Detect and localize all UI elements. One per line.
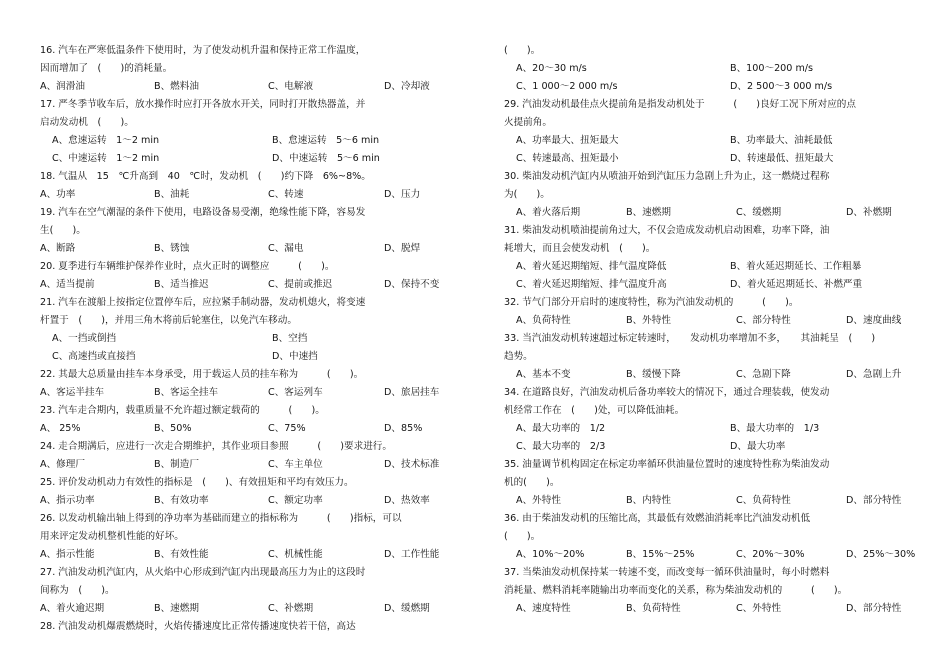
answer-option: B、制造厂: [154, 459, 199, 470]
answer-option: D、着火延迟期延长、补燃严重: [730, 279, 863, 290]
question-q23: [40, 402, 458, 438]
answer-option: B、外特性: [626, 315, 671, 326]
question-q25: [40, 474, 458, 510]
question-stem: 34. 在道路良好，汽油发动机后备功率较大的情况下，通过合理装载，使发动: [504, 387, 830, 398]
answer-option: A、适当提前: [40, 279, 95, 290]
answer-option: C、着火延迟期缩短、排气温度升高: [516, 279, 667, 290]
answer-option: C、急剧下降: [736, 369, 791, 380]
question-stem: 25. 评价发动机动力有效性的指标是 ( )、有效扭矩和平均有效压力。: [40, 477, 354, 488]
left-question-column: [40, 42, 458, 636]
answer-option: D、工作性能: [384, 549, 440, 560]
answer-option: A、基本不变: [516, 369, 571, 380]
question-stem: 29. 汽油发动机最佳点火提前角是指发动机处于 ( )良好工况下所对应的点: [504, 99, 856, 110]
answer-option: A、着火落后期: [516, 207, 581, 218]
question-q24: [40, 438, 458, 474]
option-row: [40, 276, 458, 294]
question-stem-continued: 杆置于 ( )，并用三角木将前后轮塞住，以免汽车移动。: [40, 315, 297, 326]
answer-option: B、速燃期: [154, 603, 199, 614]
question-stem-continued: 用来评定发动机整机性能的好坏。: [40, 531, 184, 542]
option-row: [504, 312, 916, 330]
answer-option: C、缓燃期: [736, 207, 782, 218]
answer-option: C、额定功率: [268, 495, 323, 506]
question-q29: [504, 96, 916, 168]
answer-option: D、2 500～3 000 m/s: [730, 81, 833, 92]
question-q20: [40, 258, 458, 294]
answer-option: D、补燃期: [846, 207, 892, 218]
answer-option: D、部分特性: [846, 495, 902, 506]
option-row: [40, 600, 458, 618]
answer-option: C、车主单位: [268, 459, 323, 470]
answer-option: B、怠速运转 5～6 min: [272, 135, 380, 146]
option-row: [504, 438, 916, 456]
question-stem-continued: 生( )。: [40, 225, 86, 236]
option-row: [40, 186, 458, 204]
question-q28: [40, 618, 458, 636]
question-stem: 24. 走合期满后，应进行一次走合期维护，其作业项目参照 ( )要求进行。: [40, 441, 392, 452]
question-stem-continued: 间称为 ( )。: [40, 585, 115, 596]
question-q32: [504, 294, 916, 330]
question-q33: [504, 330, 916, 384]
answer-option: C、高速挡或直接挡: [52, 351, 136, 362]
option-row: [504, 60, 916, 78]
question-q18: [40, 168, 458, 204]
answer-option: C、20%～30%: [736, 549, 805, 560]
answer-option: B、功率最大、油耗最低: [730, 135, 833, 146]
answer-option: A、着火逾迟期: [40, 603, 105, 614]
answer-option: A、修理厂: [40, 459, 85, 470]
answer-option: C、负荷特性: [736, 495, 791, 506]
option-row: [40, 384, 458, 402]
question-stem: 17. 严冬季节收车后，放水操作时应打开各放水开关，同时打开散热器盖，并: [40, 99, 366, 110]
answer-option: B、负荷特性: [626, 603, 681, 614]
question-q37: [504, 564, 916, 618]
answer-option: C、机械性能: [268, 549, 323, 560]
answer-option: C、电解液: [268, 81, 314, 92]
answer-option: D、压力: [384, 189, 421, 200]
question-q28c: [504, 42, 916, 96]
question-q36: [504, 510, 916, 564]
answer-option: A、指示性能: [40, 549, 95, 560]
question-stem: 19. 汽车在空气潮湿的条件下使用，电路设备易受潮，绝缘性能下降，容易发: [40, 207, 366, 218]
option-row: [504, 132, 916, 150]
answer-option: B、有效性能: [154, 549, 209, 560]
answer-option: D、热效率: [384, 495, 430, 506]
question-stem: 30. 柴油发动机汽缸内从喷油开始到汽缸压力急剧上升为止，这一燃烧过程称: [504, 171, 830, 182]
answer-option: B、客运全挂车: [154, 387, 219, 398]
answer-option: D、脱焊: [384, 243, 421, 254]
answer-option: D、急剧上升: [846, 369, 902, 380]
question-stem: ( )。: [504, 45, 541, 56]
answer-option: C、中速运转 1～2 min: [52, 153, 160, 164]
answer-option: D、中速挡: [272, 351, 318, 362]
answer-option: A、速度特性: [516, 603, 571, 614]
answer-option: D、冷却液: [384, 81, 430, 92]
answer-option: D、速度曲线: [846, 315, 902, 326]
answer-option: B、最大功率的 1/3: [730, 423, 820, 434]
option-row: [504, 258, 916, 276]
answer-option: B、锈蚀: [154, 243, 190, 254]
question-stem-continued: 启动发动机 ( )。: [40, 117, 134, 128]
answer-option: A、怠速运转 1～2 min: [52, 135, 160, 146]
answer-option: C、75%: [268, 423, 306, 434]
question-q22: [40, 366, 458, 402]
answer-option: A、负荷特性: [516, 315, 571, 326]
answer-option: B、适当推迟: [154, 279, 209, 290]
answer-option: A、着火延迟期缩短、排气温度降低: [516, 261, 667, 272]
question-stem-continued: 机的( )。: [504, 477, 560, 488]
answer-option: D、85%: [384, 423, 423, 434]
question-stem-continued: 为( )。: [504, 189, 550, 200]
option-row: [40, 420, 458, 438]
answer-option: C、最大功率的 2/3: [516, 441, 606, 452]
question-stem: 22. 其最大总质量由挂车本身承受，用于载运人员的挂车称为 ( )。: [40, 369, 364, 380]
question-stem-continued: ( )。: [504, 531, 541, 542]
right-question-column: [504, 42, 916, 618]
answer-option: B、空挡: [272, 333, 308, 344]
question-q21: [40, 294, 458, 366]
question-stem: 35. 油量调节机构固定在标定功率循环供油量位置时的速度特性称为柴油发动: [504, 459, 830, 470]
option-row: [504, 276, 916, 294]
answer-option: C、外特性: [736, 603, 782, 614]
answer-option: A、功率: [40, 189, 76, 200]
answer-option: B、内特性: [626, 495, 671, 506]
question-q16: [40, 42, 458, 96]
question-stem-continued: 机经常工作在 ( )处，可以降低油耗。: [504, 405, 685, 416]
answer-option: C、客运列车: [268, 387, 323, 398]
answer-option: B、速燃期: [626, 207, 671, 218]
answer-option: D、25%～30%: [846, 549, 916, 560]
question-stem: 18. 气温从 15 ℃升高到 40 ℃时，发动机 ( )约下降 6%~8%。: [40, 171, 371, 182]
answer-option: D、缓燃期: [384, 603, 430, 614]
answer-option: D、转速最低、扭矩最大: [730, 153, 834, 164]
question-q26: [40, 510, 458, 564]
option-row: [504, 420, 916, 438]
answer-option: A、一挡或倒挡: [52, 333, 117, 344]
option-row: [504, 600, 916, 618]
answer-option: A、断路: [40, 243, 76, 254]
question-stem: 21. 汽车在渡船上按指定位置停车后，应拉紧手制动器，发动机熄火，将变速: [40, 297, 366, 308]
question-stem: 37. 当柴油发动机保持某一转速不变，而改变每一循环供油量时，每小时燃料: [504, 567, 830, 578]
answer-option: C、提前或推迟: [268, 279, 333, 290]
option-row: [504, 366, 916, 384]
answer-option: B、油耗: [154, 189, 190, 200]
option-row: [40, 132, 458, 150]
question-stem: 28. 汽油发动机爆震燃烧时，火焰传播速度比正常传播速度快若干倍，高达: [40, 621, 356, 632]
option-row: [504, 204, 916, 222]
question-stem: 16. 汽车在严寒低温条件下使用时，为了使发动机升温和保持正常工作温度，: [40, 45, 366, 56]
option-row: [40, 456, 458, 474]
answer-option: A、10%～20%: [516, 549, 585, 560]
answer-option: A、最大功率的 1/2: [516, 423, 606, 434]
question-stem-continued: 火提前角。: [504, 117, 552, 128]
answer-option: B、100～200 m/s: [730, 63, 814, 74]
answer-option: A、客运半挂车: [40, 387, 105, 398]
answer-option: C、转速: [268, 189, 304, 200]
option-row: [504, 546, 916, 564]
option-row: [504, 492, 916, 510]
answer-option: B、15%～25%: [626, 549, 695, 560]
question-q35: [504, 456, 916, 510]
question-stem: 36. 由于柴油发动机的压缩比高，其最低有效燃油消耗率比汽油发动机低: [504, 513, 811, 524]
answer-option: C、转速最高、扭矩最小: [516, 153, 619, 164]
answer-option: B、有效功率: [154, 495, 209, 506]
question-stem: 27. 汽油发动机汽缸内，从火焰中心形成到汽缸内出现最高压力为止的这段时: [40, 567, 366, 578]
answer-option: D、技术标准: [384, 459, 440, 470]
answer-option: B、燃料油: [154, 81, 199, 92]
answer-option: D、中速运转 5～6 min: [272, 153, 380, 164]
answer-option: D、保持不变: [384, 279, 440, 290]
answer-option: C、漏电: [268, 243, 304, 254]
answer-option: B、50%: [154, 423, 192, 434]
answer-option: D、最大功率: [730, 441, 786, 452]
option-row: [40, 348, 458, 366]
option-row: [40, 492, 458, 510]
question-stem-continued: 趋势。: [504, 351, 533, 362]
option-row: [40, 330, 458, 348]
option-row: [504, 150, 916, 168]
answer-option: B、着火延迟期延长、工作粗暴: [730, 261, 862, 272]
question-stem-continued: 耗增大，而且会使发动机 ( )。: [504, 243, 656, 254]
answer-option: A、润滑油: [40, 81, 85, 92]
answer-option: A、功率最大、扭矩最大: [516, 135, 619, 146]
option-row: [40, 150, 458, 168]
answer-option: B、缓慢下降: [626, 369, 681, 380]
option-row: [504, 78, 916, 96]
answer-option: C、补燃期: [268, 603, 314, 614]
answer-option: D、部分特性: [846, 603, 902, 614]
question-stem: 31. 柴油发动机喷油提前角过大，不仅会造成发动机启动困难，功率下降，油: [504, 225, 830, 236]
question-q34: [504, 384, 916, 456]
question-q27: [40, 564, 458, 618]
answer-option: A、 25%: [40, 423, 81, 434]
answer-option: C、1 000～2 000 m/s: [516, 81, 618, 92]
option-row: [40, 546, 458, 564]
answer-option: A、20～30 m/s: [516, 63, 587, 74]
question-stem-continued: 消耗量、燃料消耗率随输出功率而变化的关系，称为柴油发动机的 ( )。: [504, 585, 848, 596]
option-row: [40, 240, 458, 258]
answer-option: A、指示功率: [40, 495, 95, 506]
question-stem: 26. 以发动机输出轴上得到的净功率为基础而建立的指标称为 ( )指标，可以: [40, 513, 402, 524]
question-q17: [40, 96, 458, 168]
answer-option: A、外特性: [516, 495, 561, 506]
question-q31: [504, 222, 916, 294]
option-row: [40, 78, 458, 96]
question-q19: [40, 204, 458, 258]
question-stem: 23. 汽车走合期内，载重质量不允许超过额定载荷的 ( )。: [40, 405, 325, 416]
answer-option: C、部分特性: [736, 315, 791, 326]
question-q30: [504, 168, 916, 222]
answer-option: D、旅居挂车: [384, 387, 440, 398]
question-stem: 20. 夏季进行车辆维护保养作业时，点火正时的调整应 ( )。: [40, 261, 335, 272]
question-stem: 32. 节气门部分开启时的速度特性，称为汽油发动机的 ( )。: [504, 297, 799, 308]
question-stem-continued: 因而增加了 ( )的消耗量。: [40, 63, 173, 74]
question-stem: 33. 当汽油发动机转速超过标定转速时， 发动机功率增加不多， 其油耗呈 ( ): [504, 333, 876, 344]
